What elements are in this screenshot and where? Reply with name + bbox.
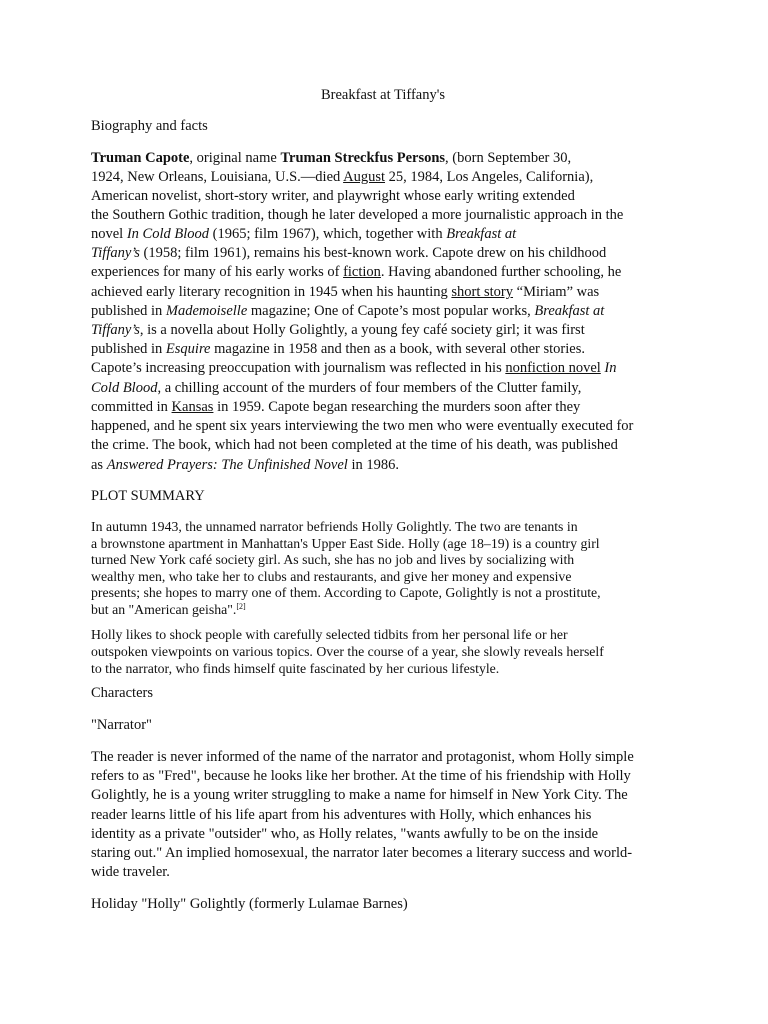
document-page <box>91 0 675 1024</box>
holly-heading: Holiday "Holly" Golightly (formerly Lulamae Barnes) <box>91 896 408 912</box>
link-nonfiction-novel[interactable]: nonfiction novel <box>505 360 601 376</box>
bio-line-17: as Answered Prayers: The Unfinished Novel in 1986. <box>91 457 399 473</box>
bio-line-13: Cold Blood, a chilling account of the murders of four members of the Clutter family, <box>91 380 582 396</box>
bio-line-12: Capote’s increasing preoccupation with journalism was reflected in his nonfiction novel In <box>91 360 617 376</box>
bio-line-9: published in Mademoiselle magazine; One of Capote’s most popular works, Breakfast at <box>91 303 605 319</box>
citation-2[interactable]: [2] <box>236 602 246 611</box>
narrator-heading: "Narrator" <box>91 717 152 733</box>
bio-line-2: 1924, New Orleans, Louisiana, U.S.—died August 25, 1984, Los Angeles, California), <box>91 169 594 185</box>
narrator-line-5: identity as a private "outsider" who, as Holly relates, "wants awfully to be on the inside <box>91 826 599 842</box>
narrator-line-6: staring out." An implied homosexual, the narrator later becomes a literary success and world- <box>91 845 633 861</box>
bio-line-5: novel In Cold Blood (1965; film 1967), which, together with Breakfast at <box>91 226 517 242</box>
plot-line-6: but an "American geisha".[2] <box>91 602 246 617</box>
link-short-story[interactable]: short story <box>451 284 514 300</box>
bio-line-6: Tiffany’s (1958; film 1961), remains his best-known work. Capote drew on his childhood <box>91 245 607 261</box>
narrator-line-1: The reader is never informed of the name of the narrator and protagonist, whom Holly simple <box>91 749 634 765</box>
bio-line-15: happened, and he spent six years interviewing the two men who were eventually executed for <box>91 418 634 434</box>
link-fiction[interactable]: fiction <box>343 264 381 280</box>
bio-line-7: experiences for many of his early works of fiction. Having abandoned further schooling, he <box>91 264 622 280</box>
characters-heading: Characters <box>91 685 153 701</box>
biography-heading: Biography and facts <box>91 118 208 134</box>
document-title: Breakfast at Tiffany's <box>321 87 445 103</box>
bio-line-4: the Southern Gothic tradition, though he later developed a more journalistic approach in the <box>91 207 624 223</box>
bio-line-16: the crime. The book, which had not been completed at the time of his death, was published <box>91 437 618 453</box>
plot-line-5: presents; she hopes to marry one of them. According to Capote, Golightly is not a prostitute, <box>91 585 601 600</box>
narrator-line-2: refers to as "Fred", because he looks like her brother. At the time of his friendship with Holly <box>91 768 631 784</box>
bio-line-3: American novelist, short-story writer, and playwright whose early writing extended <box>91 188 575 204</box>
narrator-line-3: Golightly, he is a young writer struggling to make a name for himself in New York City. The <box>91 787 628 803</box>
bio-line-1: Truman Capote, original name Truman Streckfus Persons, (born September 30, <box>91 150 572 166</box>
link-august[interactable]: August <box>343 169 386 185</box>
plot2-line-1: Holly likes to shock people with carefully selected tidbits from her personal life or her <box>91 627 568 642</box>
plot-line-3: turned New York café society girl. As such, she has no job and lives by socializing with <box>91 552 575 567</box>
plot-line-4: wealthy men, who take her to clubs and restaurants, and give her money and expensive <box>91 569 572 584</box>
link-kansas[interactable]: Kansas <box>171 399 214 415</box>
plot2-line-3: to the narrator, who finds himself quite fascinated by her curious lifestyle. <box>91 661 500 676</box>
plot-summary-heading: PLOT SUMMARY <box>91 488 205 504</box>
original-name: Truman Streckfus Persons <box>280 150 446 166</box>
plot-line-1: In autumn 1943, the unnamed narrator befriends Holly Golightly. The two are tenants in <box>91 519 578 534</box>
bio-line-8: achieved early literary recognition in 1945 when his haunting short story “Miriam” was <box>91 284 600 300</box>
plot-line-2: a brownstone apartment in Manhattan's Upper East Side. Holly (age 18–19) is a country girl <box>91 536 600 551</box>
bio-line-11: published in Esquire magazine in 1958 and then as a book, with several other stories. <box>91 341 585 357</box>
narrator-line-4: reader learns little of his life apart from his adventures with Holly, which enhances his <box>91 807 592 823</box>
narrator-line-7: wide traveler. <box>91 864 170 880</box>
bio-line-10: Tiffany’s, is a novella about Holly Golightly, a young fey café society girl; it was first <box>91 322 585 338</box>
plot2-line-2: outspoken viewpoints on various topics. Over the course of a year, she slowly reveals herself <box>91 644 604 659</box>
bio-line-14: committed in Kansas in 1959. Capote began researching the murders soon after they <box>91 399 581 415</box>
author-name: Truman Capote <box>91 150 190 166</box>
